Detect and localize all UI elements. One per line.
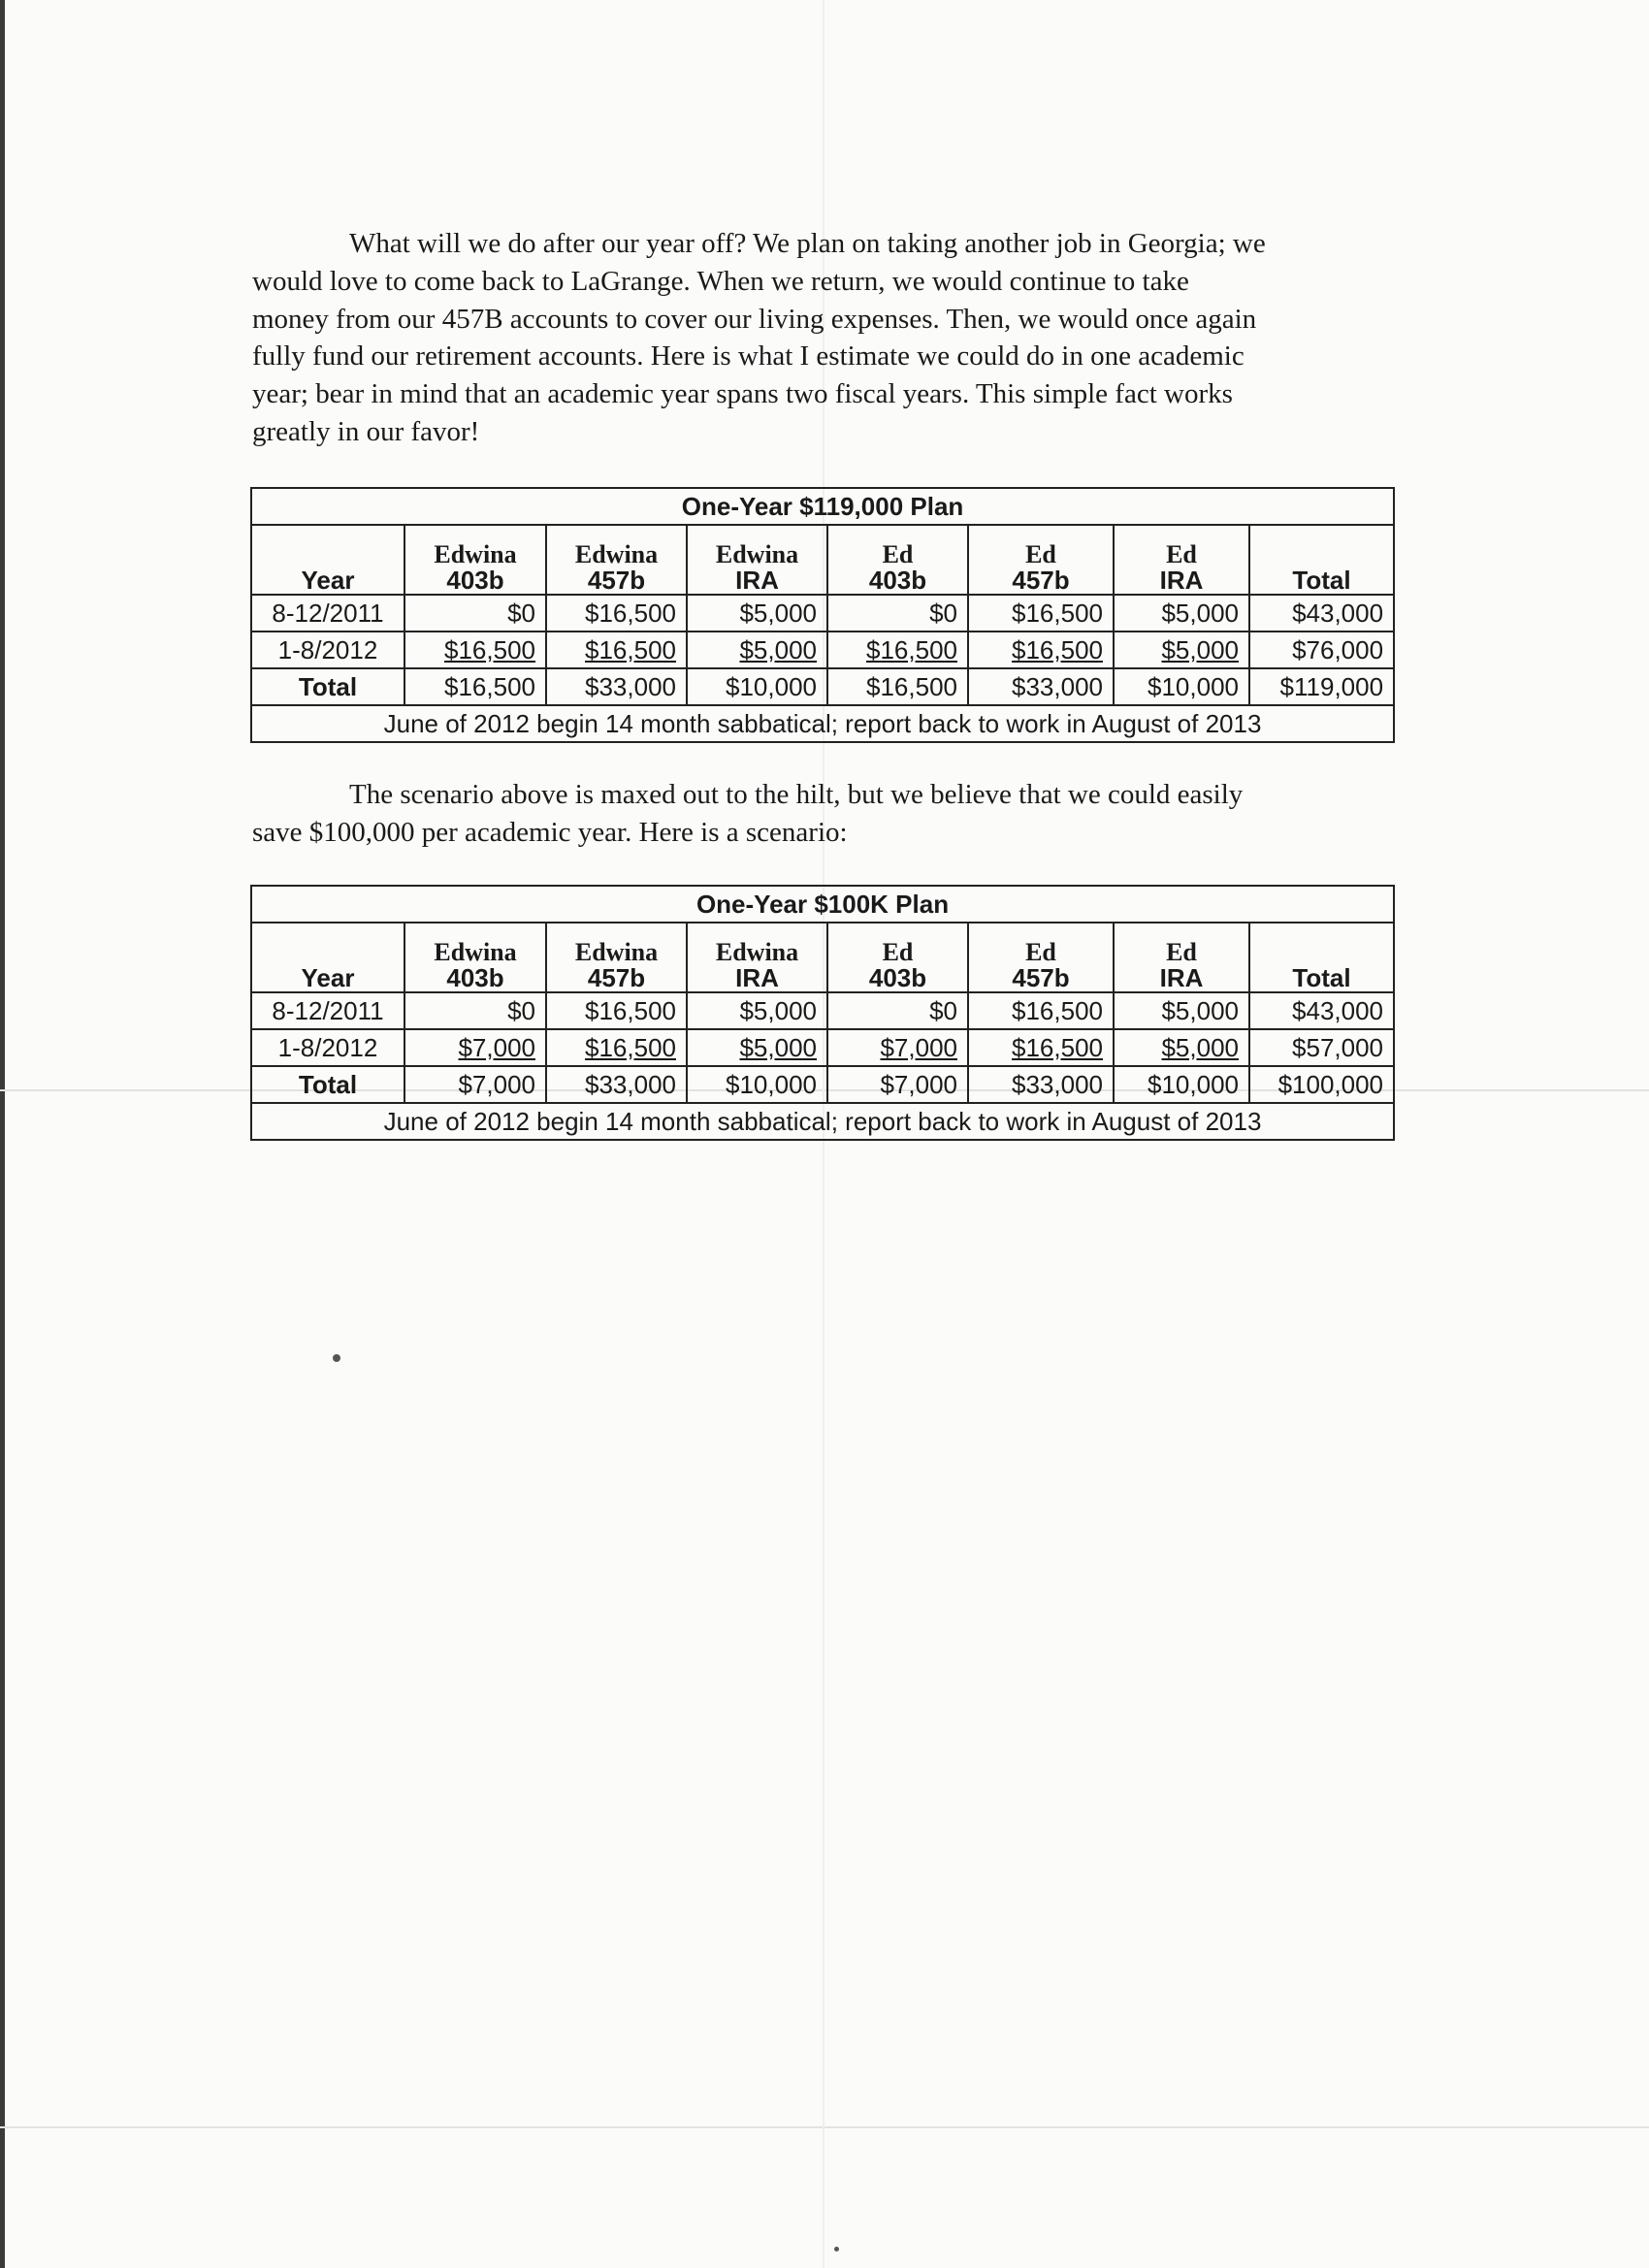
row-label: Total: [251, 668, 404, 705]
column-header: Ed 457b: [968, 923, 1114, 992]
table-cell: $16,500: [404, 632, 546, 668]
table-cell: $0: [827, 595, 968, 632]
table-cell: $5,000: [1114, 1029, 1249, 1066]
column-header: Year: [251, 525, 404, 595]
column-header: Ed 403b: [827, 525, 968, 595]
table-cell: $0: [404, 595, 546, 632]
text-line: The scenario above is maxed out to the hilt, but we believe that we could easily: [349, 779, 1244, 810]
scan-speck: [333, 1354, 340, 1362]
scan-edge: [0, 0, 5, 2268]
text-line: year; bear in mind that an academic year spans two fiscal years. This simple fact works: [252, 378, 1233, 410]
column-header: Year: [251, 923, 404, 992]
text-line: would love to come back to LaGrange. When we return, we would continue to take: [252, 265, 1189, 297]
scan-speck: [834, 2247, 839, 2252]
table-cell: $16,500: [968, 595, 1114, 632]
fold-line: [0, 2126, 1649, 2128]
table-cell: $16,500: [968, 1029, 1114, 1066]
table-cell: $16,500: [546, 992, 687, 1029]
table-cell: $0: [827, 992, 968, 1029]
row-label: 1-8/2012: [251, 1029, 404, 1066]
table-cell: $16,500: [968, 632, 1114, 668]
table-cell: $7,000: [404, 1029, 546, 1066]
table-cell: $10,000: [1114, 1066, 1249, 1103]
table-cell: $5,000: [1114, 632, 1249, 668]
table-cell: $5,000: [687, 992, 827, 1029]
table-row: [251, 1066, 1394, 1103]
table-title: One-Year $100K Plan: [251, 886, 1394, 923]
table-row: [251, 632, 1394, 668]
table-cell: $43,000: [1249, 992, 1394, 1029]
table-cell: $16,500: [546, 595, 687, 632]
table-note: June of 2012 begin 14 month sabbatical; report back to work in August of 2013: [251, 1103, 1394, 1140]
row-label: 8-12/2011: [251, 992, 404, 1029]
column-header: Ed 403b: [827, 923, 968, 992]
table-cell: $16,500: [404, 668, 546, 705]
column-header: Edwina 403b: [404, 525, 546, 595]
column-header: Total: [1249, 923, 1394, 992]
table-cell: $0: [404, 992, 546, 1029]
column-header: Edwina 457b: [546, 923, 687, 992]
table-cell: $7,000: [404, 1066, 546, 1103]
table-cell: $10,000: [1114, 668, 1249, 705]
table-cell: $33,000: [546, 1066, 687, 1103]
scenario-paragraph: [252, 776, 1416, 852]
table-cell: $16,500: [546, 632, 687, 668]
table-title: One-Year $119,000 Plan: [251, 488, 1394, 525]
table-cell: $10,000: [687, 1066, 827, 1103]
text-line: money from our 457B accounts to cover our living expenses. Then, we would once again: [252, 303, 1257, 335]
table-cell: $16,500: [968, 992, 1114, 1029]
column-header: Edwina 457b: [546, 525, 687, 595]
table-cell: $16,500: [827, 668, 968, 705]
column-header: Edwina 403b: [404, 923, 546, 992]
row-label: 8-12/2011: [251, 595, 404, 632]
column-header: Edwina IRA: [687, 923, 827, 992]
table-cell: $57,000: [1249, 1029, 1394, 1066]
table-cell: $100,000: [1249, 1066, 1394, 1103]
column-header: Ed 457b: [968, 525, 1114, 595]
table-cell: $5,000: [687, 595, 827, 632]
column-header: Edwina IRA: [687, 525, 827, 595]
table-row: [251, 1029, 1394, 1066]
table-cell: $7,000: [827, 1066, 968, 1103]
table-cell: $33,000: [968, 1066, 1114, 1103]
table-row: [251, 668, 1394, 705]
table-cell: $16,500: [546, 1029, 687, 1066]
table-cell: $5,000: [687, 1029, 827, 1066]
table-cell: $5,000: [687, 632, 827, 668]
table-cell: $10,000: [687, 668, 827, 705]
text-line: What will we do after our year off? We plan on taking another job in Georgia; we: [349, 228, 1266, 259]
table-note: June of 2012 begin 14 month sabbatical; report back to work in August of 2013: [251, 705, 1394, 742]
table-cell: $119,000: [1249, 668, 1394, 705]
text-line: save $100,000 per academic year. Here is a scenario:: [252, 816, 848, 848]
table-cell: $5,000: [1114, 992, 1249, 1029]
table-row: [251, 595, 1394, 632]
column-header: Total: [1249, 525, 1394, 595]
column-header: Ed IRA: [1114, 923, 1249, 992]
table-row: [251, 992, 1394, 1029]
row-label: 1-8/2012: [251, 632, 404, 668]
table-cell: $16,500: [827, 632, 968, 668]
table-cell: $33,000: [968, 668, 1114, 705]
column-header: Ed IRA: [1114, 525, 1249, 595]
table-cell: $5,000: [1114, 595, 1249, 632]
plan-table-100k: [250, 885, 1395, 1141]
table-cell: $76,000: [1249, 632, 1394, 668]
table-cell: $7,000: [827, 1029, 968, 1066]
table-cell: $43,000: [1249, 595, 1394, 632]
intro-paragraph: [252, 225, 1416, 451]
text-line: greatly in our favor!: [252, 415, 480, 447]
table-cell: $33,000: [546, 668, 687, 705]
row-label: Total: [251, 1066, 404, 1103]
text-line: fully fund our retirement accounts. Here is what I estimate we could do in one academic: [252, 340, 1245, 373]
plan-table-119k: [250, 487, 1395, 743]
